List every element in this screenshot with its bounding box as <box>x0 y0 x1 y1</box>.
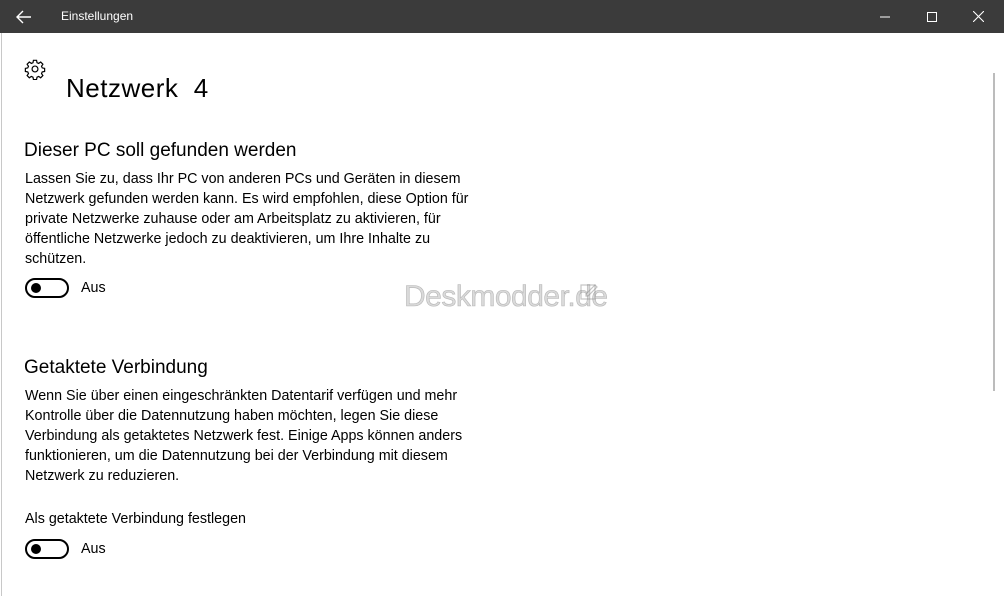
minimize-button[interactable] <box>862 0 908 33</box>
metered-toggle[interactable] <box>25 539 69 559</box>
metered-field-label: Als getaktete Verbindung festlegen <box>25 511 246 527</box>
window-title: Einstellungen <box>61 9 134 23</box>
discovery-toggle[interactable] <box>25 278 69 298</box>
close-icon <box>973 11 984 22</box>
toggle-knob <box>31 544 41 554</box>
back-button[interactable] <box>0 0 48 33</box>
section-title-metered: Getaktete Verbindung <box>24 356 208 378</box>
back-arrow-icon <box>16 10 32 24</box>
close-button[interactable] <box>955 0 1001 33</box>
section-title-discovery: Dieser PC soll gefunden werden <box>24 139 297 161</box>
section-description-discovery: Lassen Sie zu, dass Ihr PC von anderen PCs und Geräten in diesem Netzwerk gefunden werden kann. Es wird empfohlen, diese Option für private Netzwerke zuhause oder am Arbeitsplatz zu aktivieren, für öffentliche Netzwerke jedoch zu deaktivieren, um Ihre Inhalte zu schützen. <box>25 171 469 267</box>
pen-icon <box>580 282 598 300</box>
watermark: Deskmodder.de <box>404 280 608 313</box>
gear-icon <box>24 58 46 80</box>
scrollbar[interactable] <box>993 73 995 391</box>
page-header <box>24 58 46 80</box>
page-title: Netzwerk 4 <box>66 73 209 104</box>
minimize-icon <box>880 12 890 22</box>
maximize-button[interactable] <box>909 0 955 33</box>
toggle-knob <box>31 283 41 293</box>
discovery-toggle-state: Aus <box>81 280 106 296</box>
section-description-metered: Wenn Sie über einen eingeschränkten Datentarif verfügen und mehr Kontrolle über die Datennutzung haben möchten, legen Sie diese Verbindung als getaktetes Netzwerk fest. Einige Apps können anders funktionieren, um die Datennutzung bei der Verbindung mit diesem Netzwerk zu reduzieren. <box>25 388 463 484</box>
metered-toggle-state: Aus <box>81 541 106 557</box>
title-bar <box>0 0 1004 33</box>
maximize-icon <box>927 12 937 22</box>
